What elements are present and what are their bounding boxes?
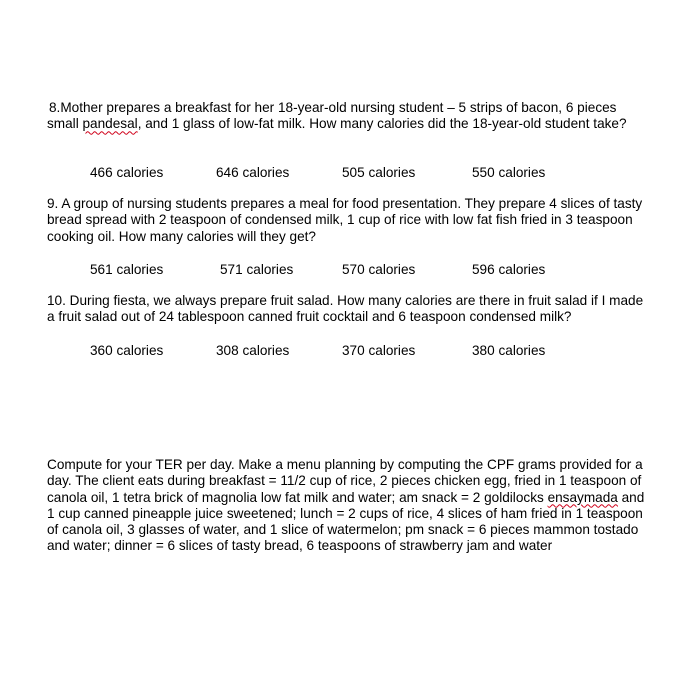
question-9-option-3: 570 calories <box>342 262 416 277</box>
question-8-text-end: , and 1 glass of low-fat milk. How many calories did the 18-year-old student take? <box>137 116 627 132</box>
ter-text-end: and 1 cup canned pineapple juice sweetened; lunch = 2 cups of rice, 4 slices of ham fried in 1 teaspoon of canola oil, 3 glasses of water, and 1 slice of watermelon; pm snack = 6 pieces mammon tostado and water; dinner = 6 slices of tasty bread, 6 teaspoons of strawberry jam and water <box>47 489 645 554</box>
question-9-option-2: 571 calories <box>220 262 294 277</box>
question-10-option-3: 370 calories <box>342 343 416 358</box>
question-10-option-1: 360 calories <box>90 343 164 358</box>
question-8 <box>47 100 647 133</box>
question-9-options <box>0 262 677 280</box>
question-10-options <box>0 343 677 361</box>
question-8-option-3: 505 calories <box>342 165 416 180</box>
question-8-option-2: 646 calories <box>216 165 290 180</box>
question-8-option-4: 550 calories <box>472 165 546 180</box>
question-8-option-1: 466 calories <box>90 165 164 180</box>
question-9-option-1: 561 calories <box>90 262 164 277</box>
ter-misspelled-word: ensaymada <box>547 489 618 505</box>
ter-text-start: Compute for your TER per day. Make a menu planning by computing the CPF grams provided for a day. The client eats during breakfast = 11/2 cup of rice, 2 pieces chicken egg, fried in 1 teaspoon of canola oil, 1 tetra brick of magnolia low fat milk and water; am snack = 2 goldilocks <box>47 457 643 505</box>
question-10: 10. During fiesta, we always prepare fruit salad. How many calories are there in fruit salad if I made a fruit salad out of 24 tablespoon canned fruit cocktail and 6 teaspoon condensed milk? <box>47 293 644 325</box>
question-8-misspelled-word: pandesal <box>82 116 138 132</box>
question-10-option-2: 308 calories <box>216 343 290 358</box>
ter-instructions <box>47 457 647 555</box>
question-8-options <box>0 165 677 183</box>
question-8-text-start: 8.Mother prepares a breakfast for her 18-year-old nursing student – 5 strips of bacon, 6 pieces small <box>47 100 617 132</box>
question-9: 9. A group of nursing students prepares a meal for food presentation. They prepare 4 slices of tasty bread spread with 2 teaspoon of condensed milk, 1 cup of rice with low fat fish fried in 3 teaspoon cooking oil. How many calories will they get? <box>47 196 643 244</box>
question-10-option-4: 380 calories <box>472 343 546 358</box>
question-9-option-4: 596 calories <box>472 262 546 277</box>
